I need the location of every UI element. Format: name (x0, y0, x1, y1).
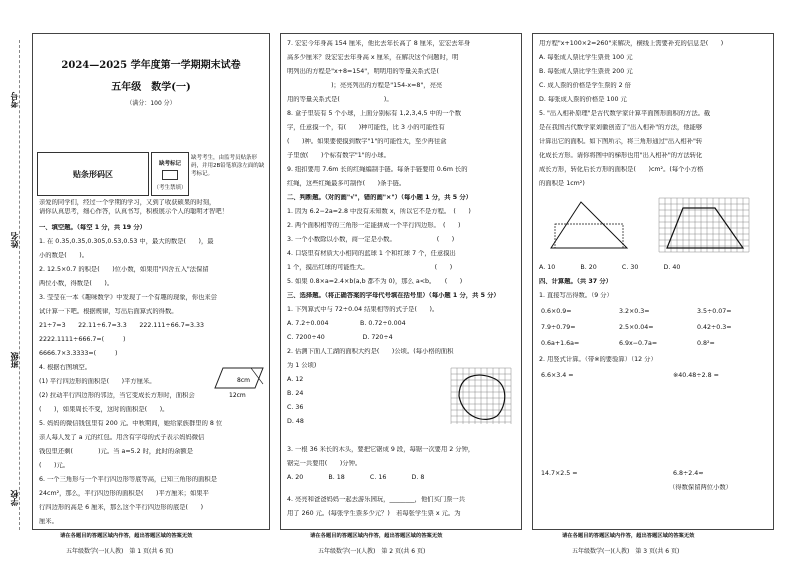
missing-note: 缺考考生，由监考员贴条形码，并用2B铅笔填涂左面的缺考标记。 (191, 155, 265, 177)
q-line: 6. 一个三角形与一个平行四边形等底等高，已知三角形的面积是 (39, 476, 218, 483)
answer-area-notice: 请在各题目的答题区域内作答，超出答题区域的答案无效 (310, 533, 443, 539)
q-line: 5. 妈妈的微信钱包里有 200 元。中秋期间，她给家族群里的 8 位 (39, 420, 223, 427)
section-true-false: 二、判断题。（对的画"√"，错的画"×"）（每小题 1 分，共 5 分） (287, 194, 472, 201)
q-line: 厘米。 (39, 518, 58, 525)
q-line: A. 12 (287, 376, 304, 383)
fig-side-b: 12cm (229, 392, 246, 399)
q-line: 1. 在 0.35,0.35̇,0.305,0.53,0.53̇ 中，最大的数是( )，最 (39, 238, 214, 245)
q-line: 计算出它的面积。如下图所示，将三角形通过"出入相补"转 (539, 138, 703, 145)
q-line: A. 20 B. 18 C. 16 D. 8 (287, 474, 425, 481)
q-line: 子里放( )个标有数字"1"的小球。 (287, 152, 390, 159)
calc1-heading: 1. 直接写出得数。（9 分） (539, 292, 613, 299)
exam-number-label: 考号 (10, 92, 19, 108)
page-footer: 五年级数学(一)(人教) 第 3 页(共 6 页) (572, 548, 680, 555)
q-line: 3. 一个小数除以小数，商一定是小数。 ( ) (287, 236, 455, 243)
section-fill-blank: 一、填空题。（每空 1 分，共 19 分） (39, 224, 146, 231)
cut-line (19, 40, 20, 530)
q-line: 化成长方形。请你将图中的梯形也用"出入相补"的方法转化 (539, 152, 703, 159)
class-label: 班级 (10, 352, 19, 368)
binding-strip (0, 0, 30, 561)
q-line: 的面积是 1cm²) (539, 180, 585, 187)
calc-item: 6.9x−0.7a= (619, 340, 658, 347)
q-line: 成长方形，转化后长方形的面积是( )cm²。(每个小方格 (539, 166, 704, 173)
q-line: 3. 一根 36 米长的木头，要把它锯成 9 段，每锯一次要用 2 分钟， (287, 446, 475, 453)
q-line: 试计算一下吧。根据规律，写出后面算式的得数。 (39, 308, 178, 315)
q-line: D. 48 (287, 418, 304, 425)
exam-page-1 (32, 33, 270, 530)
q-line: 2. 估测下面人工湖的面积大约是( )公顷。(每小格的面积 (287, 348, 454, 355)
q-line: A. 每张成人票比学生票贵 100 元 (539, 54, 633, 61)
q-line: 21÷7=3 22.11÷6.7=3.3 222.111÷66.7=3.33 (39, 322, 205, 329)
q-line: (1) 平行四边形的面积是( )平方厘米。 (39, 378, 156, 385)
fig-side-a: 8cm (237, 377, 250, 384)
calc-item: 0.6×0.9= (541, 308, 572, 315)
calc-item: 14.7×2.5 = (541, 470, 578, 477)
q-line: 3. 莹莹在一本《趣味数学》中发现了一个有趣的现象，你也来尝 (39, 294, 218, 301)
exam-grade-subject: 五年级 数学(一) (111, 82, 191, 93)
q-line: 字，任意摸一个，有( )种可能性，比 3 小的可能性有 (287, 124, 445, 131)
q-line: C. 36 (287, 404, 304, 411)
exam-title: 2024—2025 学年度第一学期期末试卷 (61, 60, 241, 71)
calc-item: 3.2×0.3= (619, 308, 650, 315)
q-line: )；亮亮列出的方程是"154-x=8"，亮亮 (287, 82, 443, 89)
parallelogram-figure (211, 364, 267, 400)
calc-note: （得数保留两位小数） (669, 484, 732, 491)
q-line: (2) 拉动平行四边形的邻边，当它变成长方形时，面积会 (39, 392, 195, 399)
q-line: 2. 12.5×0.7 的积是( )位小数，如果用"四舍五入"法保留 (39, 266, 209, 273)
school-label: 学校 (10, 490, 19, 506)
q-line: 5. "出入相补原理"是古代数学家计算平面图形面积的方法。截 (539, 110, 711, 117)
calc-item: 7.9÷0.79= (541, 324, 576, 331)
calc2-heading: 2. 用竖式计算。（带※的要验算）（12 分） (539, 356, 657, 363)
q-line: 1 个，摸出红球的可能性大。 ( ) (287, 264, 453, 271)
exam-page-2 (280, 33, 522, 530)
answer-area-notice: 请在各题目的答题区域内作答，超出答题区域的答案无效 (562, 533, 695, 539)
name-label: 姓名 (10, 232, 19, 248)
q5-choices: A. 10 B. 20 C. 30 D. 40 (539, 264, 681, 271)
barcode-area (37, 152, 149, 196)
q-line: 用的等量关系式是( )。 (287, 96, 393, 103)
q-line: 用了 260 元。(每张学生票多少元？) 若每张学生票 x 元。为 (287, 510, 461, 517)
intro-line-1: 亲爱的同学们，经过一个学期的学习，又到了收获硕果的时刻， (39, 199, 216, 206)
exam-page-3 (532, 33, 774, 530)
calc-item: 6.8÷2.4≈ (673, 470, 704, 477)
q-line: 2. 两个面积相等的三角形一定能拼成一个平行四边形。 ( ) (287, 222, 461, 229)
page-footer: 五年级数学(一)(人教) 第 1 页(共 6 页) (66, 548, 174, 555)
q-line: 两位小数，得数是( )。 (39, 280, 114, 287)
full-score: （满分：100 分） (126, 100, 176, 107)
q-line: 用方程"x+100×2=260"来解决，横线上需要补充的信息是( ) (539, 40, 724, 47)
calc-item: 6.6×3.4 = (541, 372, 574, 379)
q-line: 5. 如果 0.8×a=2.4×b(a,b 都不为 0)，那么 a<b。 ( ) (287, 278, 463, 285)
barcode-label: 贴条形码区 (73, 169, 113, 179)
calc-item: 0.8²= (697, 340, 715, 347)
q-line: 1. 下列算式中与 72÷0.04 结果相等的式子是( )。 (287, 306, 439, 313)
q-line: 行四边形的高是 6 厘米，那么这个平行四边形的底是( ) (39, 504, 204, 511)
calc-item: 0.6a+1.6a= (541, 340, 580, 347)
q-line: 锯完一共要用( )分钟。 (287, 460, 362, 467)
calc-item: 3.5÷0.07= (697, 308, 732, 315)
q-line: 9. 纽扣要用 7.6m 长的红绳编制手链。每条手链要用 0.6m 长的 (287, 166, 468, 173)
q-line: 明列出的方程是"x+8=154"，明明用的等量关系式是( (287, 68, 439, 75)
q-line: 8. 盒子里装有 5 个小球，上面分别标有 1,2,3,4,5 中的一个数 (287, 110, 461, 117)
q-line: C. 7200÷40 D. 720÷4 (287, 334, 393, 341)
q-line: 24cm²，那么，平行四边形的面积是( )平方厘米；如果平 (39, 490, 209, 497)
q-line: D. 每张成人票的价格是 100 元 (539, 96, 627, 103)
q-line: C. 成人票的价格是学生票的 2 倍 (539, 82, 631, 89)
page-footer: 五年级数学(一)(人教) 第 2 页(共 6 页) (318, 548, 426, 555)
calc-item: ※40.48÷2.8 = (673, 372, 719, 379)
q-line: ( )种。如果要使摸到数字"1"的可能性大，至少再往盒 (287, 138, 447, 145)
q-line: 高多少厘米？设宏宏去年身高 x 厘米，在解决这个问题时，明 (287, 54, 459, 61)
q-line: 6666.7×3.3333=( ) (39, 350, 118, 357)
q-line: 亲人每人发了 a 元的红包。用含有字母的式子表示妈妈微信 (39, 434, 205, 441)
q-line: A. 7.2÷0.004 B. 0.72÷0.004 (287, 320, 406, 327)
missing-mark-label: 缺考标记 (158, 161, 181, 167)
section-choice: 三、选择题。（将正确答案的字母代号填在括号里）（每小题 1 分，共 5 分） (287, 292, 500, 299)
calc-item: 0.42÷0.3= (697, 324, 732, 331)
q-line: 小的数是( )。 (39, 252, 88, 259)
q-line: 2222.1111÷666.7=( ) (39, 336, 126, 343)
q-line: 4. 口袋里有材质大小相同的蓝球 1 个和红球 7 个，任意摸出 (287, 250, 456, 257)
area-transform-figure (547, 194, 757, 256)
q-line: 4. 根据右图填空。 (39, 364, 92, 371)
q-line: 1. 因为 6.2−2a=2.8 中没有未知数 x，所以它不是方程。 ( ) (287, 208, 471, 215)
q-line: 红绳，这些红绳最多可制作( )条手链。 (287, 180, 406, 187)
q-line: B. 每张成人票比学生票贵 200 元 (539, 68, 633, 75)
q-line: 为 1 公顷) (287, 362, 317, 369)
q-line: 钱包里还剩( )元。当 a=5.2 时，此时的余额是 (39, 448, 194, 455)
missing-mark-sub: （考生禁填） (153, 185, 187, 191)
missing-mark-box[interactable] (151, 152, 189, 196)
answer-area-notice: 请在各题目的答题区域内作答，超出答题区域的答案无效 (60, 533, 193, 539)
missing-mark-checkbox[interactable] (162, 170, 178, 180)
q-line: B. 24 (287, 390, 304, 397)
lake-grid-figure (449, 366, 515, 426)
q-line: ( )，如果周长不变，这时的面积是( )。 (39, 406, 169, 413)
calc-item: 2.5×0.04= (619, 324, 654, 331)
section-calc: 四、计算题。（共 37 分） (539, 278, 612, 285)
intro-line-2: 请你认真思考，细心作答，认真书写，积极展示个人的聪明才智吧！ (39, 208, 228, 215)
q-line: 7. 宏宏今年身高 154 厘米，他比去年长高了 8 厘米，宏宏去年身 (287, 40, 471, 47)
q-line: ( )元。 (39, 462, 70, 469)
q-line: 4. 亮亮和爸爸妈妈一起去游乐园玩，________，他们买门票一共 (287, 496, 466, 503)
q-line: 是在我国古代数学家刘徽创造了"出入相补"的方法，他能够 (539, 124, 703, 131)
